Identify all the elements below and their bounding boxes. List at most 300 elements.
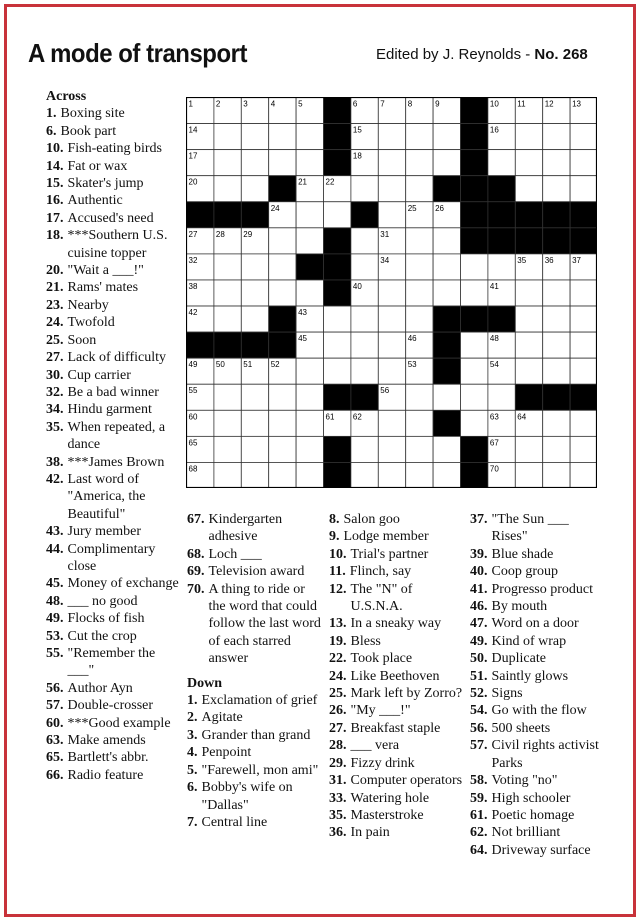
- clue-text: "Wait a ___!": [67, 263, 144, 279]
- grid-cell[interactable]: [406, 124, 433, 150]
- grid-cell[interactable]: [296, 202, 323, 228]
- grid-cell[interactable]: [241, 306, 268, 332]
- grid-cell[interactable]: [241, 280, 268, 306]
- across-clue[interactable]: [46, 297, 181, 314]
- grid-cell[interactable]: [570, 124, 597, 150]
- clue-text: Blue shade: [491, 546, 554, 562]
- across-clue[interactable]: [46, 732, 181, 749]
- grid-block: [461, 176, 488, 202]
- grid-cell[interactable]: [543, 358, 570, 384]
- grid-cell[interactable]: [488, 384, 515, 410]
- down-clue[interactable]: [470, 668, 605, 685]
- grid-cell[interactable]: [351, 254, 378, 280]
- cell-number: 5: [298, 99, 303, 109]
- cell-number: 53: [407, 360, 417, 370]
- grid-cell[interactable]: [378, 124, 405, 150]
- clue-number: 61.: [470, 807, 488, 823]
- editor-credit: Edited by J. Reynolds -: [376, 46, 535, 63]
- grid-cell[interactable]: [214, 254, 241, 280]
- crossword-grid[interactable]: [186, 97, 597, 488]
- cell-number: 55: [188, 386, 198, 396]
- grid-cell[interactable]: [351, 462, 378, 488]
- grid-cell[interactable]: [461, 410, 488, 436]
- clue-number: 36.: [329, 825, 347, 841]
- grid-cell[interactable]: [214, 150, 241, 176]
- clue-text: Bless: [350, 633, 381, 649]
- grid-cell[interactable]: [406, 436, 433, 462]
- across-clue[interactable]: [187, 581, 322, 668]
- across-clue[interactable]: [46, 767, 181, 784]
- clue-text: Flocks of fish: [67, 611, 145, 627]
- grid-cell[interactable]: [324, 202, 351, 228]
- clue-text: Cup carrier: [67, 367, 131, 383]
- grid-cell[interactable]: [351, 358, 378, 384]
- grid-cell[interactable]: [296, 280, 323, 306]
- cell-number: 49: [188, 360, 198, 370]
- clue-number: 62.: [470, 825, 488, 841]
- grid-cell[interactable]: [406, 150, 433, 176]
- grid-cell[interactable]: [406, 280, 433, 306]
- across-clue[interactable]: [46, 384, 181, 401]
- grid-cell[interactable]: [296, 384, 323, 410]
- down-clue[interactable]: [470, 581, 605, 598]
- grid-cell[interactable]: [351, 306, 378, 332]
- clue-text: Mark left by Zorro?: [350, 686, 463, 702]
- grid-block: [461, 306, 488, 332]
- down-clue[interactable]: [187, 709, 322, 726]
- grid-cell[interactable]: [570, 462, 597, 488]
- cell-number: 7: [380, 99, 385, 109]
- cell-number: 27: [188, 229, 198, 239]
- grid-cell[interactable]: [378, 410, 405, 436]
- cell-number: 16: [489, 125, 499, 135]
- down-clue[interactable]: [329, 807, 465, 824]
- grid-cell[interactable]: [269, 150, 296, 176]
- grid-cell[interactable]: [324, 306, 351, 332]
- down-clue[interactable]: [329, 824, 465, 841]
- grid-cell[interactable]: [214, 436, 241, 462]
- down-clue[interactable]: [470, 720, 605, 737]
- grid-cell[interactable]: [406, 254, 433, 280]
- grid-cell[interactable]: [241, 176, 268, 202]
- down-clue[interactable]: [329, 528, 465, 545]
- across-clue[interactable]: [46, 123, 181, 140]
- down-clue[interactable]: [470, 650, 605, 667]
- clue-number: 42.: [46, 471, 64, 487]
- across-clue[interactable]: [46, 575, 181, 592]
- down-clue[interactable]: [470, 598, 605, 615]
- grid-block: [351, 384, 378, 410]
- grid-cell[interactable]: [461, 332, 488, 358]
- down-clue[interactable]: [329, 633, 465, 650]
- across-clue[interactable]: [46, 628, 181, 645]
- grid-cell[interactable]: [269, 228, 296, 254]
- clue-number: 39.: [470, 546, 488, 562]
- clue-text: Last word of "America, the Beautiful": [67, 471, 146, 522]
- grid-cell[interactable]: [515, 280, 542, 306]
- grid-cell[interactable]: [433, 280, 460, 306]
- grid-block: [488, 202, 515, 228]
- grid-cell[interactable]: [488, 254, 515, 280]
- across-clue[interactable]: [46, 140, 181, 157]
- clue-number: 58.: [470, 773, 488, 789]
- clue-text: Money of exchange: [67, 576, 179, 592]
- down-clue[interactable]: [187, 814, 322, 831]
- clue-number: 9.: [329, 529, 340, 545]
- clue-text: Hindu garment: [67, 402, 152, 418]
- down-clue[interactable]: [329, 650, 465, 667]
- clue-text: Like Beethoven: [350, 668, 440, 684]
- grid-block: [214, 332, 241, 358]
- clue-text: By mouth: [491, 599, 548, 615]
- grid-cell[interactable]: [269, 280, 296, 306]
- grid-cell[interactable]: [269, 124, 296, 150]
- clue-number: 24.: [46, 315, 64, 331]
- down-clue[interactable]: [329, 702, 465, 719]
- grid-cell[interactable]: [406, 228, 433, 254]
- grid-cell[interactable]: [296, 436, 323, 462]
- grid-cell[interactable]: [214, 462, 241, 488]
- down-clue[interactable]: [187, 779, 322, 814]
- grid-cell[interactable]: [406, 384, 433, 410]
- grid-cell[interactable]: [378, 176, 405, 202]
- grid-cell[interactable]: [214, 306, 241, 332]
- clue-text: Rams' mates: [67, 280, 139, 296]
- down-clue[interactable]: [470, 824, 605, 841]
- down-clue[interactable]: [470, 842, 605, 859]
- down-clue[interactable]: [470, 790, 605, 807]
- across-clue[interactable]: [46, 593, 181, 610]
- grid-cell[interactable]: [324, 332, 351, 358]
- grid-cell[interactable]: [406, 410, 433, 436]
- grid-cell[interactable]: [406, 462, 433, 488]
- across-clue[interactable]: [46, 471, 181, 523]
- grid-cell[interactable]: [351, 332, 378, 358]
- across-clue[interactable]: [46, 279, 181, 296]
- grid-cell[interactable]: [351, 176, 378, 202]
- grid-cell[interactable]: [515, 124, 542, 150]
- cell-number: 1: [188, 99, 193, 109]
- grid-cell[interactable]: [296, 150, 323, 176]
- clue-number: 13.: [329, 616, 347, 632]
- across-clue[interactable]: [46, 105, 181, 122]
- clue-text: Fat or wax: [67, 158, 128, 174]
- clue-text: Skater's jump: [67, 176, 144, 192]
- clue-text: Make amends: [67, 733, 146, 749]
- grid-cell[interactable]: [515, 462, 542, 488]
- down-clue[interactable]: [187, 744, 322, 761]
- down-clue[interactable]: [329, 546, 465, 563]
- grid-cell[interactable]: [433, 124, 460, 150]
- down-clue[interactable]: [329, 581, 465, 616]
- down-clue[interactable]: [470, 685, 605, 702]
- clue-number: 26.: [329, 703, 347, 719]
- clue-number: 1.: [46, 106, 57, 122]
- across-clue[interactable]: [46, 454, 181, 471]
- across-clue[interactable]: [46, 210, 181, 227]
- grid-cell[interactable]: [543, 332, 570, 358]
- grid-block: [433, 358, 460, 384]
- grid-svg[interactable]: [186, 97, 597, 488]
- grid-cell[interactable]: [543, 462, 570, 488]
- grid-cell[interactable]: [570, 332, 597, 358]
- cell-number: 52: [270, 360, 280, 370]
- cell-number: 69: [325, 464, 335, 474]
- grid-cell[interactable]: [296, 124, 323, 150]
- grid-cell[interactable]: [515, 332, 542, 358]
- clue-text: Voting "no": [491, 773, 558, 789]
- clue-number: 4.: [187, 745, 198, 761]
- down-clue[interactable]: [329, 790, 465, 807]
- across-clue[interactable]: [46, 645, 181, 680]
- clue-text: Exclamation of grief: [201, 693, 318, 709]
- grid-block: [543, 228, 570, 254]
- across-clue[interactable]: [46, 175, 181, 192]
- clue-text: Central line: [201, 814, 268, 830]
- down-clue[interactable]: [329, 772, 465, 789]
- clue-text: Lack of difficulty: [67, 350, 166, 366]
- grid-cell[interactable]: [433, 384, 460, 410]
- grid-cell[interactable]: [543, 410, 570, 436]
- grid-cell[interactable]: [543, 306, 570, 332]
- clue-text: Duplicate: [491, 651, 546, 667]
- across-clue[interactable]: [46, 697, 181, 714]
- grid-cell[interactable]: [378, 358, 405, 384]
- down-clue[interactable]: [329, 668, 465, 685]
- across-clue[interactable]: [46, 332, 181, 349]
- grid-cell[interactable]: [543, 176, 570, 202]
- grid-cell[interactable]: [461, 384, 488, 410]
- clue-number: 54.: [470, 703, 488, 719]
- across-clue[interactable]: [187, 511, 322, 546]
- grid-cell[interactable]: [515, 358, 542, 384]
- down-clue[interactable]: [470, 807, 605, 824]
- grid-cell[interactable]: [433, 436, 460, 462]
- down-clue[interactable]: [329, 737, 465, 754]
- down-clue[interactable]: [470, 615, 605, 632]
- grid-cell[interactable]: [269, 462, 296, 488]
- down-clue[interactable]: [470, 702, 605, 719]
- clue-text: Flinch, say: [349, 564, 412, 580]
- across-clue[interactable]: [187, 546, 322, 563]
- cell-number: 57: [517, 386, 527, 396]
- grid-cell[interactable]: [241, 124, 268, 150]
- cell-number: 35: [517, 255, 527, 265]
- down-clue[interactable]: [470, 737, 605, 772]
- grid-cell[interactable]: [269, 254, 296, 280]
- across-clue[interactable]: [46, 610, 181, 627]
- across-clue[interactable]: [46, 715, 181, 732]
- grid-cell[interactable]: [406, 176, 433, 202]
- clue-text: Be a bad winner: [67, 384, 159, 400]
- down-clue[interactable]: [470, 772, 605, 789]
- across-clue[interactable]: [46, 523, 181, 540]
- down-clue[interactable]: [187, 692, 322, 709]
- down-clue[interactable]: [329, 755, 465, 772]
- grid-cell[interactable]: [461, 254, 488, 280]
- grid-cell[interactable]: [433, 228, 460, 254]
- grid-cell[interactable]: [214, 124, 241, 150]
- grid-cell[interactable]: [296, 228, 323, 254]
- cell-number: 66: [325, 438, 335, 448]
- grid-cell[interactable]: [378, 280, 405, 306]
- grid-cell[interactable]: [406, 306, 433, 332]
- grid-cell[interactable]: [543, 124, 570, 150]
- grid-block: [433, 410, 460, 436]
- clue-text: Grander than grand: [201, 727, 311, 743]
- across-clue[interactable]: [46, 314, 181, 331]
- grid-cell[interactable]: [214, 384, 241, 410]
- clue-text: Poetic homage: [491, 807, 575, 823]
- across-clue[interactable]: [46, 262, 181, 279]
- down-clue[interactable]: [329, 615, 465, 632]
- down-clue[interactable]: [470, 546, 605, 563]
- across-clue[interactable]: [46, 749, 181, 766]
- grid-cell[interactable]: [214, 410, 241, 436]
- grid-cell[interactable]: [570, 358, 597, 384]
- cell-number: 8: [407, 99, 413, 109]
- grid-cell[interactable]: [570, 306, 597, 332]
- cell-number: 51: [243, 360, 253, 370]
- clue-text: Soon: [67, 332, 97, 348]
- grid-cell[interactable]: [570, 436, 597, 462]
- clue-text: Go with the flow: [491, 703, 587, 719]
- grid-cell[interactable]: [241, 150, 268, 176]
- grid-cell[interactable]: [241, 410, 268, 436]
- grid-cell[interactable]: [378, 202, 405, 228]
- grid-cell[interactable]: [461, 280, 488, 306]
- across-clue[interactable]: [187, 563, 322, 580]
- grid-cell[interactable]: [296, 462, 323, 488]
- clue-number: 3.: [187, 727, 198, 743]
- grid-cell[interactable]: [351, 228, 378, 254]
- down-clue[interactable]: [329, 563, 465, 580]
- clue-text: Saintly glows: [491, 668, 569, 684]
- grid-cell[interactable]: [515, 436, 542, 462]
- grid-cell[interactable]: [378, 150, 405, 176]
- clue-text: Civil rights activist Parks: [491, 738, 599, 771]
- grid-cell[interactable]: [378, 306, 405, 332]
- clue-text: Complimentary close: [67, 541, 156, 574]
- grid-cell[interactable]: [433, 150, 460, 176]
- grid-block: [433, 306, 460, 332]
- cell-number: 58: [544, 386, 554, 396]
- grid-cell[interactable]: [214, 176, 241, 202]
- grid-cell[interactable]: [570, 150, 597, 176]
- down-clue[interactable]: [470, 511, 605, 546]
- across-clue[interactable]: [46, 419, 181, 454]
- clues-column-2: [187, 511, 322, 831]
- grid-cell[interactable]: [488, 150, 515, 176]
- clue-number: 47.: [470, 616, 488, 632]
- grid-cell[interactable]: [296, 410, 323, 436]
- down-clue[interactable]: [470, 633, 605, 650]
- clue-text: Book part: [60, 123, 117, 139]
- grid-cell[interactable]: [378, 462, 405, 488]
- grid-cell[interactable]: [214, 280, 241, 306]
- grid-cell[interactable]: [543, 150, 570, 176]
- grid-cell[interactable]: [296, 358, 323, 384]
- across-clue[interactable]: [46, 680, 181, 697]
- grid-cell[interactable]: [241, 254, 268, 280]
- grid-cell[interactable]: [241, 384, 268, 410]
- clue-number: 6.: [187, 780, 198, 796]
- clue-number: 25.: [329, 686, 347, 702]
- clue-number: 41.: [470, 581, 488, 597]
- cell-number: 17: [188, 151, 198, 161]
- clue-number: 38.: [46, 454, 64, 470]
- grid-cell[interactable]: [515, 176, 542, 202]
- grid-cell[interactable]: [543, 280, 570, 306]
- cell-number: 67: [489, 438, 499, 448]
- across-clue[interactable]: [46, 367, 181, 384]
- grid-cell[interactable]: [433, 254, 460, 280]
- down-clue[interactable]: [329, 511, 465, 528]
- clue-text: Authentic: [67, 193, 123, 209]
- across-clue[interactable]: [46, 192, 181, 209]
- grid-cell[interactable]: [515, 306, 542, 332]
- clue-number: 25.: [46, 332, 64, 348]
- down-clue[interactable]: [329, 685, 465, 702]
- cell-number: 30: [325, 229, 335, 239]
- across-clue[interactable]: [46, 158, 181, 175]
- grid-block: [570, 228, 597, 254]
- grid-cell[interactable]: [570, 280, 597, 306]
- grid-cell[interactable]: [378, 436, 405, 462]
- across-clue[interactable]: [46, 349, 181, 366]
- grid-cell[interactable]: [543, 436, 570, 462]
- grid-cell[interactable]: [241, 462, 268, 488]
- grid-cell[interactable]: [269, 410, 296, 436]
- clue-text: When repeated, a dance: [67, 419, 166, 453]
- down-header: Down: [187, 675, 223, 691]
- down-clue[interactable]: [187, 727, 322, 744]
- across-clue[interactable]: [46, 227, 181, 262]
- grid-cell[interactable]: [324, 358, 351, 384]
- clue-text: Fizzy drink: [350, 755, 415, 771]
- across-clue[interactable]: [46, 541, 181, 576]
- cell-number: 39: [325, 281, 335, 291]
- clue-number: 30.: [46, 367, 64, 383]
- grid-cell[interactable]: [378, 332, 405, 358]
- down-clue[interactable]: [329, 720, 465, 737]
- down-clue[interactable]: [470, 563, 605, 580]
- grid-block: [488, 228, 515, 254]
- clue-text: Boxing site: [60, 106, 125, 122]
- grid-cell[interactable]: [570, 176, 597, 202]
- grid-cell[interactable]: [461, 358, 488, 384]
- grid-cell[interactable]: [241, 436, 268, 462]
- grid-cell[interactable]: [351, 436, 378, 462]
- grid-cell[interactable]: [515, 150, 542, 176]
- clue-number: 48.: [46, 593, 64, 609]
- grid-block: [461, 98, 488, 124]
- grid-cell[interactable]: [269, 384, 296, 410]
- clue-number: 19.: [329, 633, 347, 649]
- down-clue[interactable]: [187, 762, 322, 779]
- clue-text: Took place: [350, 651, 413, 667]
- grid-block: [461, 462, 488, 488]
- clue-text: Agitate: [201, 710, 243, 726]
- grid-cell[interactable]: [570, 410, 597, 436]
- grid-block: [324, 254, 351, 280]
- cell-number: 43: [298, 308, 308, 318]
- cell-number: 61: [325, 412, 335, 422]
- across-clue[interactable]: [46, 401, 181, 418]
- grid-cell[interactable]: [433, 462, 460, 488]
- grid-cell[interactable]: [269, 436, 296, 462]
- clue-text: Not brilliant: [491, 825, 561, 841]
